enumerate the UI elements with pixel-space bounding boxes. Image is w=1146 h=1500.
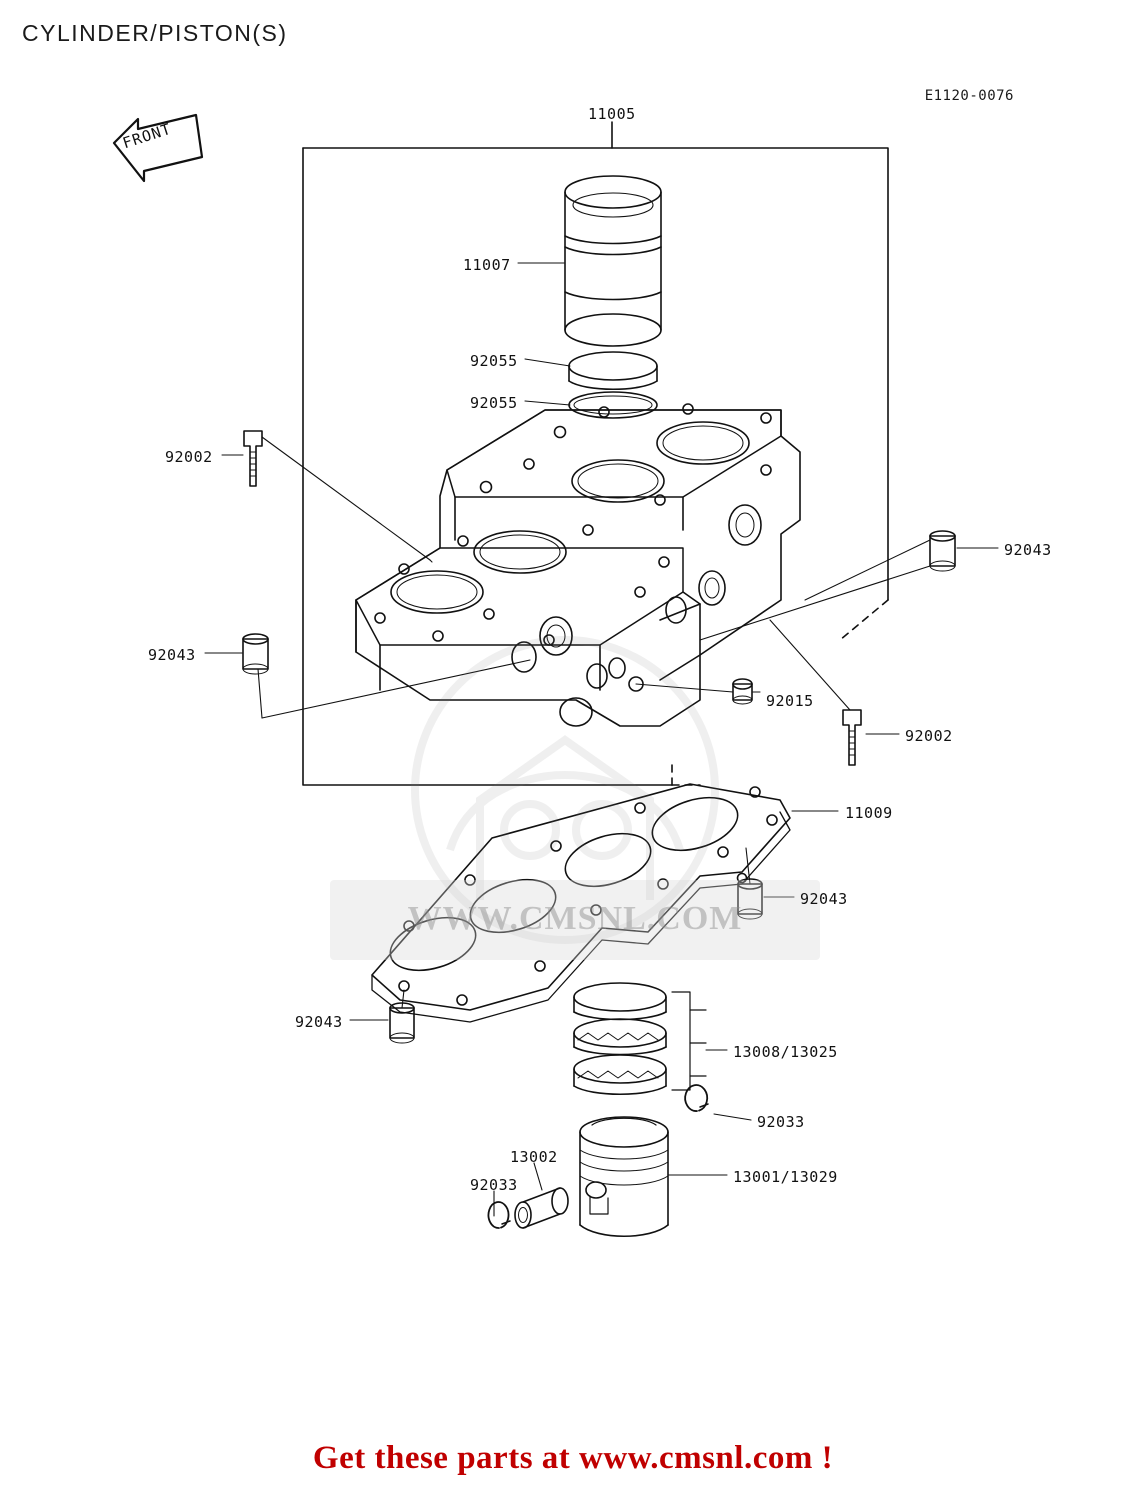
footer-promo-text: Get these parts at www.cmsnl.com ! [312,1440,834,1476]
front-arrow-icon [108,105,204,185]
part-callout-92002[interactable]: 92002 [905,727,953,745]
watermark-text: WWW.CMSNL.COM [407,900,743,937]
part-callout-11009[interactable]: 11009 [845,804,893,822]
part-callout-92033[interactable]: 92033 [470,1176,518,1194]
cmsnl-watermark-logo [330,600,800,1000]
part-callout-92033[interactable]: 92033 [757,1113,805,1131]
part-callout-11005[interactable]: 11005 [588,105,636,123]
part-callout-92043[interactable]: 92043 [295,1013,343,1031]
front-arrow-label: FRONT [120,119,174,153]
part-callout-92043[interactable]: 92043 [148,646,196,664]
part-callout-13001-13029[interactable]: 13001/13029 [733,1168,838,1186]
part-callout-92055[interactable]: 92055 [470,394,518,412]
part-callout-11007[interactable]: 11007 [463,256,511,274]
part-callout-92015[interactable]: 92015 [766,692,814,710]
diagram-code: E1120-0076 [924,88,1014,104]
watermark-band [330,880,820,960]
part-callout-92002[interactable]: 92002 [165,448,213,466]
part-callout-92055[interactable]: 92055 [470,352,518,370]
page-title: CYLINDER/PISTON(S) [22,20,288,46]
part-callout-92043[interactable]: 92043 [800,890,848,908]
part-callout-92043[interactable]: 92043 [1004,541,1052,559]
part-callout-13002[interactable]: 13002 [510,1148,558,1166]
part-callout-13008-13025[interactable]: 13008/13025 [733,1043,838,1061]
